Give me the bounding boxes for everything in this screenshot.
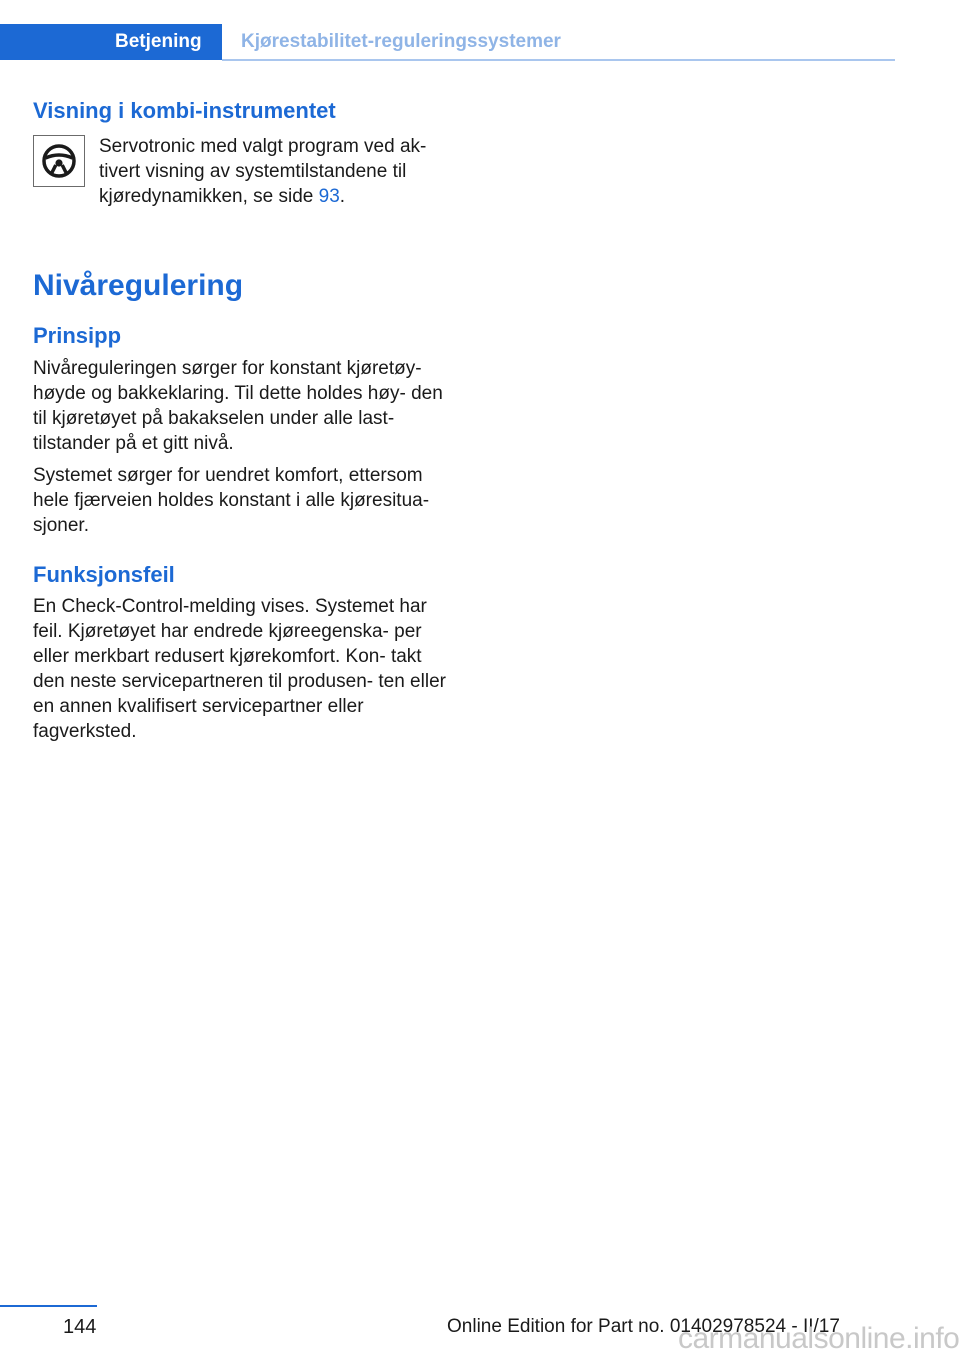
edition-info: Online Edition for Part no. 01402978524 - II/17: [447, 1316, 840, 1337]
display-text-main: Servotronic med valgt program ved ak‐ tivert visning av systemtilstandene til kjøredynamikken, se side: [99, 136, 427, 207]
principle-heading: Prinsipp: [33, 323, 122, 348]
principle-paragraph-2: Systemet sørger for uendret komfort, ettersom hele fjærveien holdes konstant i alle kjøresitua‐ sjoner.: [33, 465, 430, 536]
steering-wheel-icon: [33, 135, 85, 187]
chapter-tab: Betjening: [0, 24, 222, 60]
main-content: [33, 98, 451, 744]
display-heading: Visning i kombi-instrumentet: [33, 98, 336, 123]
page-reference-link[interactable]: 93: [318, 186, 340, 207]
malfunction-heading: Funksjonsfeil: [33, 562, 175, 587]
page-header: [0, 24, 895, 62]
section-title: Kjørestabilitet-reguleringssystemer: [241, 31, 561, 52]
footer-divider: [0, 1305, 97, 1307]
display-text: [99, 134, 451, 209]
header-divider: [222, 59, 895, 61]
principle-paragraph-1: Nivåreguleringen sørger for konstant kjøretøy‐ høyde og bakkeklaring. Til dette holdes høy‐ den til kjøretøyet på bakakselen under alle last‐ tilstander på et gitt nivå.: [33, 358, 443, 454]
display-text-end: .: [339, 186, 346, 207]
malfunction-paragraph: En Check-Control-melding vises. Systemet har feil. Kjøretøyet har endrede kjøreegenska‐ per eller merkbart redusert kjørekomfort. Kon‐ takt den neste servicepartneren til produsen‐ ten eller en annen kvalifisert servicepartner eller fagverksted.: [33, 596, 446, 742]
page-number: 144: [63, 1316, 97, 1338]
watermark: carmanualsonline.info: [678, 1322, 960, 1355]
display-row: [33, 134, 451, 209]
level-control-title: Nivåregulering: [33, 269, 244, 302]
